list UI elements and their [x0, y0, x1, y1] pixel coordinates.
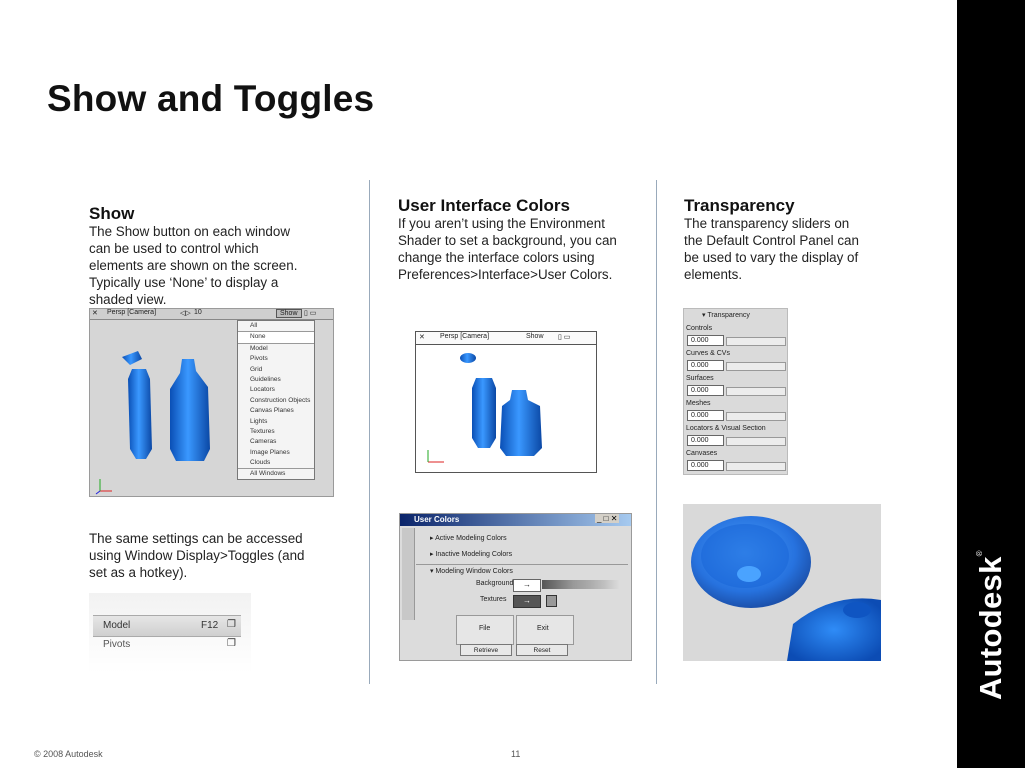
meshes-slider[interactable] [726, 412, 786, 421]
controls-slider[interactable] [726, 337, 786, 346]
ui-colors-heading: User Interface Colors [398, 196, 570, 215]
menu-item-pivots[interactable]: Pivots [250, 355, 268, 363]
menu-item-lights[interactable]: Lights [250, 417, 268, 425]
brand-bar [957, 0, 1025, 768]
bottles-image [456, 348, 566, 458]
close-icon: ✕ [92, 310, 98, 317]
canvases-slider[interactable] [726, 462, 786, 471]
toggle-shortcut: F12 [201, 620, 219, 631]
view-label: Persp [Camera] [440, 333, 490, 340]
transparent-bottle-render [683, 504, 881, 661]
menu-item-clouds[interactable]: Clouds [250, 459, 271, 467]
user-colors-window [399, 513, 632, 661]
meshes-value[interactable]: 0.000 [687, 410, 724, 421]
toggle-row-pivots[interactable] [93, 637, 241, 655]
column-divider-2 [656, 180, 657, 684]
menu-item-all-windows[interactable]: All Windows [238, 468, 314, 479]
option-box-icon: ❐ [227, 619, 236, 630]
copyright-text: © 2008 Autodesk [34, 749, 103, 759]
locators-slider[interactable] [726, 437, 786, 446]
curves-cvs-label: Curves & CVs [686, 350, 730, 357]
toggle-label: Model [103, 620, 131, 631]
retrieve-button[interactable]: Retrieve [460, 644, 512, 656]
canvases-value[interactable]: 0.000 [687, 460, 724, 471]
transparency-panel [683, 308, 788, 475]
menu-item-canvas-planes[interactable]: Canvas Planes [250, 407, 294, 415]
autodesk-logo: Autodesk® [973, 550, 1008, 700]
meshes-label: Meshes [686, 400, 711, 407]
toggles-screenshot [89, 593, 251, 673]
controls-value[interactable]: 0.000 [687, 335, 724, 346]
window-titlebar [416, 332, 596, 345]
show-heading: Show [89, 204, 135, 223]
menu-item-none[interactable]: None [238, 331, 314, 343]
menu-item-guidelines[interactable]: Guidelines [250, 375, 281, 383]
menu-item-textures[interactable]: Textures [250, 427, 275, 435]
reset-button[interactable]: Reset [516, 644, 568, 656]
window-controls-icon: ▯ ▭ [558, 334, 571, 341]
axis-icon [422, 448, 452, 468]
menu-item-locators[interactable]: Locators [250, 386, 275, 394]
view-label: Persp [Camera] [107, 309, 157, 316]
show-menu-screenshot [89, 308, 334, 497]
exit-button[interactable]: Exit [516, 615, 574, 645]
bottles-image [108, 349, 238, 494]
section-modeling-window-colors[interactable]: ▾ Modeling Window Colors [430, 568, 513, 575]
show-dropdown-menu [237, 320, 315, 480]
surfaces-value[interactable]: 0.000 [687, 385, 724, 396]
window-titlebar [90, 309, 333, 320]
locators-label: Locators & Visual Section [686, 425, 766, 432]
ui-colors-description: If you aren’t using the Environment Shader to set a background, you can change the interface colors using Preferences>Interface>User Colors. [398, 216, 617, 282]
file-button[interactable]: File [456, 615, 514, 645]
menu-item-grid[interactable]: Grid [250, 365, 263, 373]
transparency-heading: Transparency [684, 196, 795, 215]
background-arrow-button[interactable]: → [513, 579, 541, 592]
zoom-icon: ◁▷ [180, 310, 191, 317]
show-button[interactable]: Show [526, 333, 544, 340]
menu-item-cameras[interactable]: Cameras [250, 438, 277, 446]
locators-value[interactable]: 0.000 [687, 435, 724, 446]
zoom-value: 10 [194, 309, 202, 316]
page-number: 11 [511, 749, 521, 759]
column-divider-1 [369, 180, 370, 684]
controls-label: Controls [686, 325, 713, 332]
option-box-icon: ❐ [227, 638, 236, 649]
section-inactive-modeling-colors[interactable]: ▸ Inactive Modeling Colors [430, 551, 513, 558]
surfaces-label: Surfaces [686, 375, 714, 382]
window-title: User Colors [414, 515, 460, 524]
curves-cvs-value[interactable]: 0.000 [687, 360, 724, 371]
textures-color-swatch[interactable] [546, 595, 557, 607]
window-controls-icon[interactable]: _ □ ✕ [597, 514, 618, 523]
scrollbar[interactable] [402, 528, 415, 620]
show-description: The Show button on each window can be used to control which elements are shown on the screen. Typically use ‘None’ to display a shaded view. [89, 224, 298, 307]
surfaces-slider[interactable] [726, 387, 786, 396]
menu-item-construction-objects[interactable]: Construction Objects [250, 396, 311, 404]
background-color-swatch[interactable] [542, 580, 620, 589]
textures-arrow-button[interactable]: → [513, 595, 541, 608]
transparency-description: The transparency sliders on the Default Control Panel can be used to vary the display of elements. [684, 216, 859, 282]
menu-item-image-planes[interactable]: Image Planes [250, 448, 290, 456]
toggles-description: The same settings can be accessed using Window Display>Toggles (and set as a hotkey). [89, 531, 305, 580]
toggle-label: Pivots [103, 639, 131, 650]
bottle-cap-image [683, 504, 881, 661]
section-active-modeling-colors[interactable]: ▸ Active Modeling Colors [430, 535, 507, 542]
close-icon: ✕ [419, 334, 425, 341]
window-controls-icon: ▯ ▭ [304, 310, 317, 317]
camera-view-screenshot [415, 331, 597, 473]
slide-title: Show and Toggles [47, 78, 375, 119]
menu-item-model[interactable]: Model [250, 344, 268, 352]
show-button[interactable]: Show [276, 309, 302, 318]
canvases-label: Canvases [686, 450, 718, 457]
axis-icon [94, 475, 116, 495]
menu-item-all[interactable]: All [250, 322, 258, 329]
toggle-row-model[interactable] [93, 615, 241, 637]
textures-label: Textures [480, 596, 507, 603]
transparency-panel-title: ▾ Transparency [702, 312, 750, 319]
section-divider [416, 564, 628, 565]
curves-cvs-slider[interactable] [726, 362, 786, 371]
background-label: Background [476, 580, 514, 587]
window-titlebar [400, 514, 631, 526]
